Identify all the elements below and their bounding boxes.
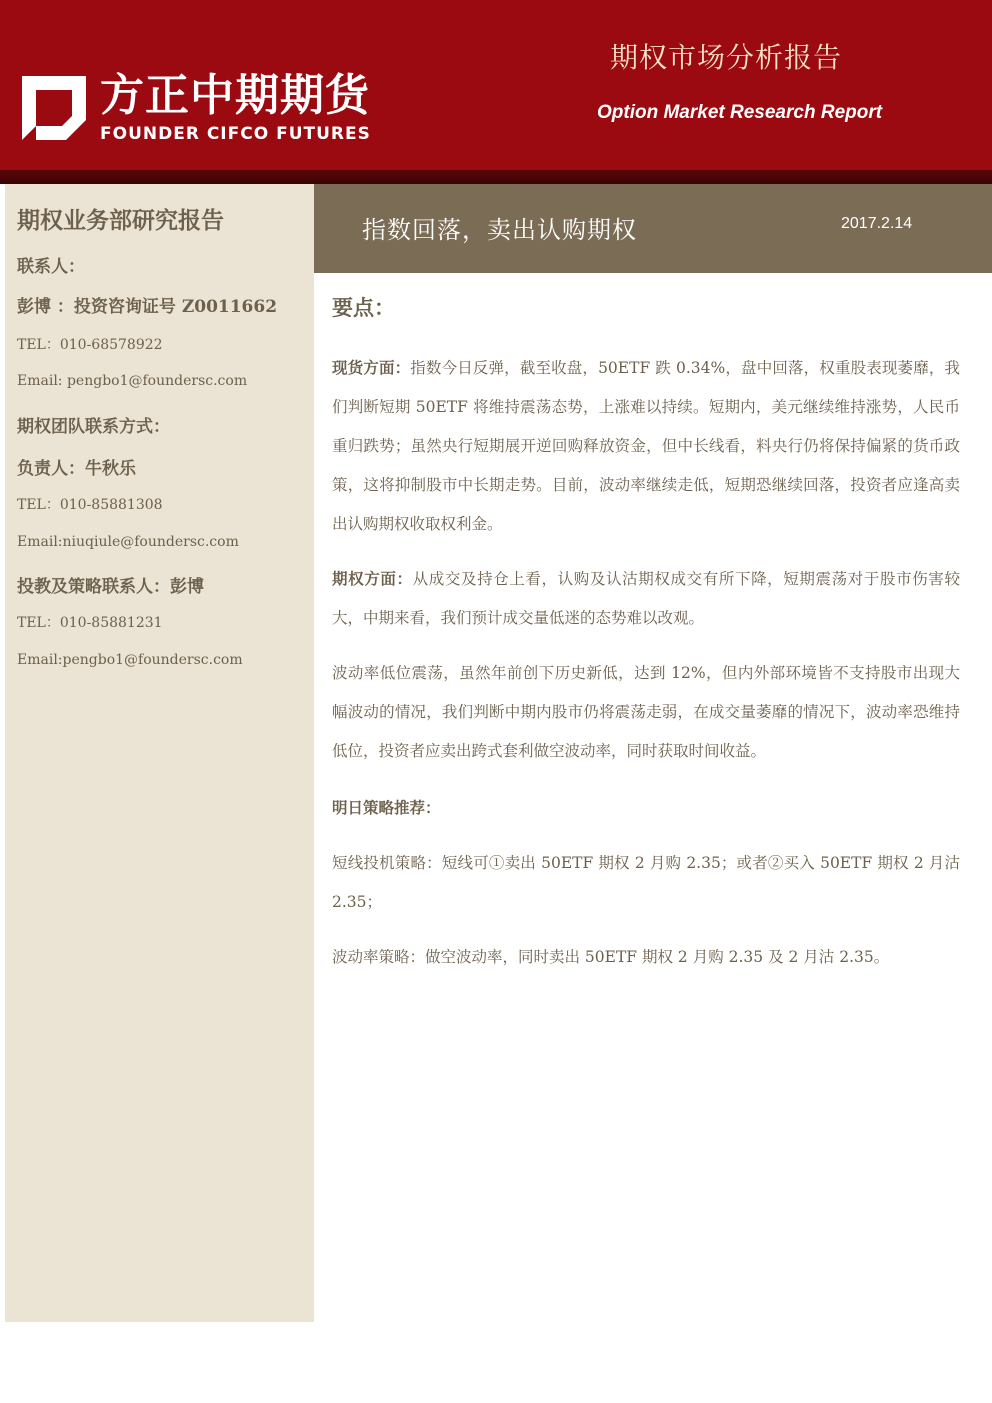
team-leader: 负责人：牛秋乐 (17, 459, 136, 479)
team-email[interactable]: Email:niuqiule@foundersc.com (17, 534, 239, 550)
spot-paragraph (332, 348, 960, 544)
report-header (0, 0, 992, 176)
short-strategy-paragraph: 短线投机策略：短线可①卖出 50ETF 期权 2 月购 2.35；或者②买入 50ETF 期权 2 月沽 2.35； (332, 854, 960, 911)
key-points-heading: 要点： (332, 295, 395, 320)
company-name-cn: 方正中期期货 (100, 70, 370, 121)
report-type-title-cn: 期权市场分析报告 (610, 41, 843, 74)
contact-heading: 联系人： (17, 257, 85, 277)
contact-tel: TEL：010-68578922 (17, 337, 163, 353)
header-divider (0, 170, 992, 184)
report-type-title-en: Option Market Research Report (597, 102, 883, 123)
article-title: 指数回落，卖出认购期权 (362, 216, 637, 244)
dept-title: 期权业务部研究报告 (17, 207, 224, 234)
contact-email[interactable]: Email: pengbo1@foundersc.com (17, 373, 248, 389)
contact-sidebar (5, 184, 314, 1322)
edu-tel: TEL：010-85881231 (17, 615, 163, 631)
volatility-strategy-paragraph: 波动率策略：做空波动率，同时卖出 50ETF 期权 2 月购 2.35 及 2 月沽 2.35。 (332, 948, 890, 966)
team-heading: 期权团队联系方式： (17, 417, 170, 437)
founder-logo-icon (22, 76, 86, 140)
option-text: 从成交及持仓上看，认购及认沽期权成交有所下降，短期震荡对于股市伤害较大，中期来看，我们预计成交量低迷的态势难以改观。 (332, 570, 960, 627)
edu-heading: 投教及策略联系人：彭博 (17, 577, 204, 597)
company-name-en: FOUNDER CIFCO FUTURES (100, 124, 371, 144)
spot-text: 指数今日反弹，截至收盘，50ETF 跌 0.34%，盘中回落，权重股表现萎靡，我们判断短期 50ETF 将维持震荡态势，上涨难以持续。短期内，美元继续维持涨势，人民币重归跌势；虽然央行短期展开逆回购释放资金，但中长线看，料央行仍将保持偏紧的货币政策，这将抑制股市中长期走势。目前，波动率继续走低，短期恐继续回落，投资者应逢高卖出认购期权收取权利金。 (332, 359, 960, 533)
contact-name: 彭博 ：投资咨询证号 Z0011662 (17, 297, 278, 317)
article-date: 2017.2.14 (841, 215, 913, 232)
article-banner (314, 184, 992, 273)
strategy-heading: 明日策略推荐： (332, 798, 441, 817)
team-tel: TEL：010-85881308 (17, 497, 163, 513)
spot-label: 现货方面： (332, 358, 411, 377)
volatility-paragraph: 波动率低位震荡，虽然年前创下历史新低，达到 12%，但内外部环境皆不支持股市出现大幅波动的情况，我们判断中期内股市仍将震荡走弱，在成交量萎靡的情况下，波动率恐维持低位，投资者应卖出跨式套利做空波动率，同时获取时间收益。 (332, 664, 960, 760)
edu-email[interactable]: Email:pengbo1@foundersc.com (17, 652, 243, 668)
option-paragraph (332, 559, 960, 638)
option-label: 期权方面： (332, 569, 413, 588)
